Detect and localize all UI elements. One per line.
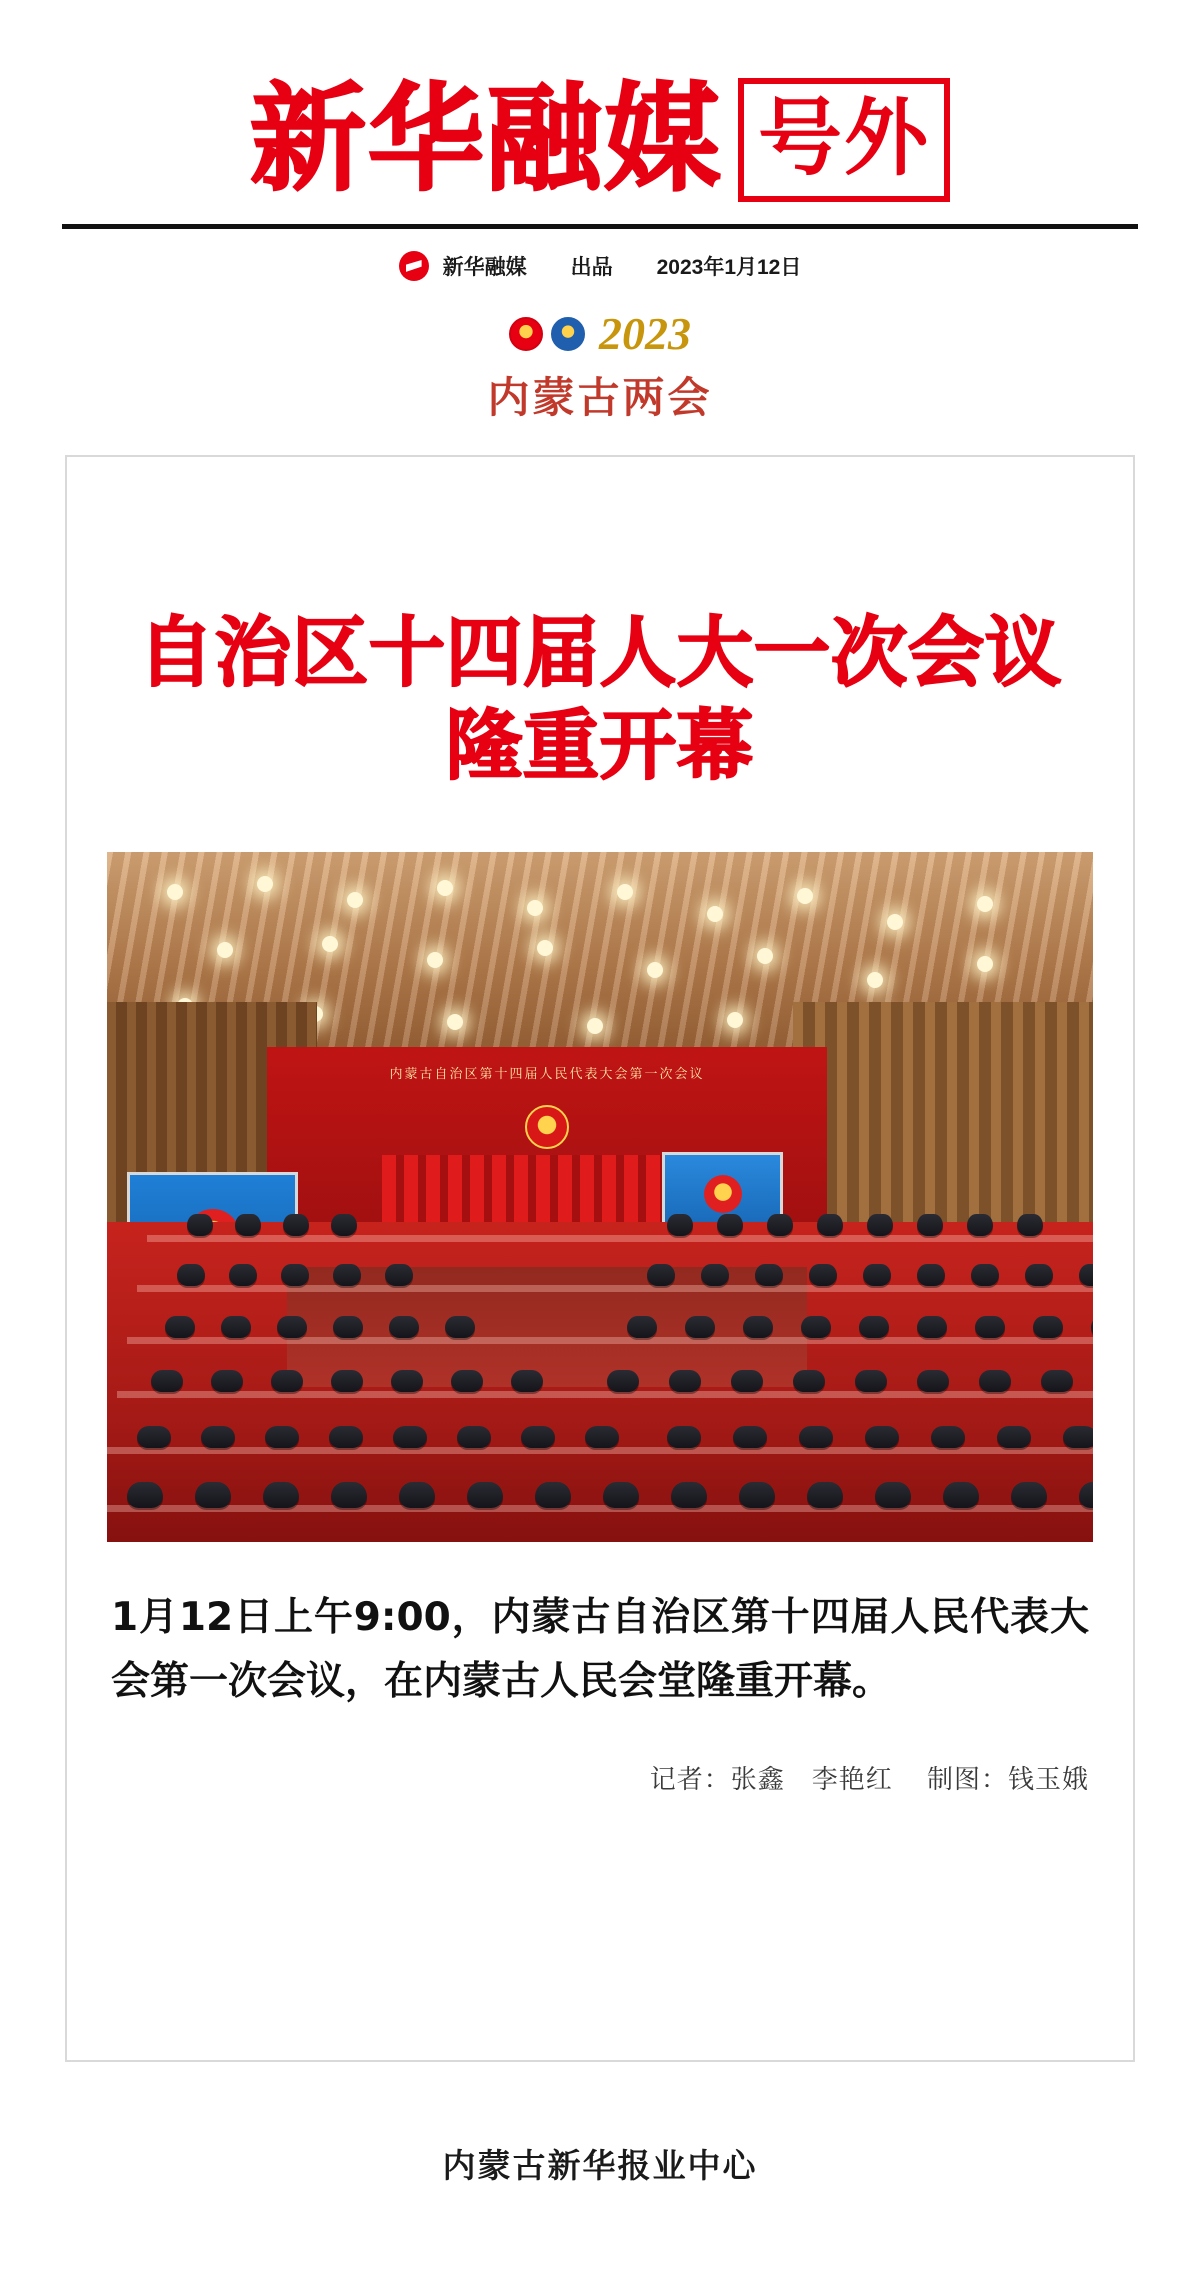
- footer-publisher: 内蒙古新华报业中心: [442, 2147, 758, 2184]
- photo-stage-emblem-icon: [525, 1105, 569, 1149]
- topic-name: 内蒙古两会: [487, 376, 713, 422]
- headline-line-1: 自治区十四届人大一次会议: [138, 608, 1062, 697]
- photo-stage-banner: 内蒙古自治区第十四届人民代表大会第一次会议: [389, 1067, 705, 1083]
- article-photo: [107, 852, 1093, 1542]
- byline-produced-label: 出品: [570, 256, 613, 279]
- masthead: [0, 0, 1200, 207]
- masthead-badge: 号外: [738, 78, 950, 202]
- article-card: [65, 455, 1135, 2062]
- designer-name: 钱玉娥: [1007, 1763, 1089, 1794]
- topic-year-row: [0, 308, 1200, 359]
- masthead-title: 新华融媒: [249, 72, 722, 207]
- cppcc-emblem-icon: [551, 317, 585, 351]
- topic-year: 2023: [599, 308, 691, 359]
- photo-delegate-seating: [107, 1202, 1093, 1542]
- page-title: [111, 607, 1089, 792]
- designer-label: 制图：: [926, 1763, 1008, 1794]
- reporter-label: 记者：: [649, 1763, 731, 1794]
- masthead-divider: [62, 224, 1138, 229]
- xinhua-sail-logo-icon: [399, 251, 429, 281]
- topic-header: [0, 308, 1200, 425]
- article-credits: [111, 1759, 1089, 1796]
- byline-row: [0, 251, 1200, 281]
- byline-date: 2023年1月12日: [656, 256, 802, 279]
- article-caption: 1月12日上午9:00，内蒙古自治区第十四届人民代表大会第一次会议，在内蒙古人民会堂隆重开幕。: [111, 1595, 1089, 1704]
- byline-source: 新华融媒: [442, 256, 527, 279]
- reporter-names: 张鑫 李艳红: [730, 1763, 893, 1794]
- headline-line-2: 隆重开幕: [446, 700, 754, 790]
- national-emblem-icon: [509, 317, 543, 351]
